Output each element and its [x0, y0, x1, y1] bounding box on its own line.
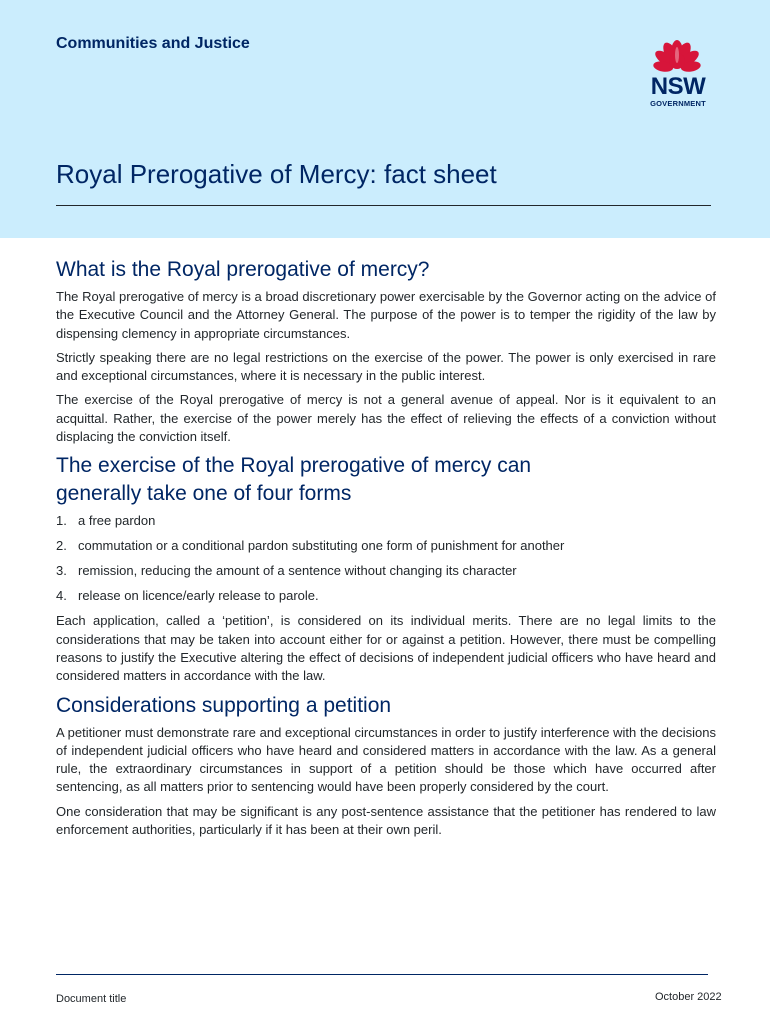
paragraph: The exercise of the Royal prerogative of mercy is not a general avenue of appeal. Nor is it equivalent to an acquittal. Rather, the exercise of the power merely has the effect of relieving the effects of a conviction without displacing the conviction itself. — [56, 392, 716, 445]
logo-sub: GOVERNMENT — [650, 99, 706, 108]
heading-line: The exercise of the Royal prerogative of mercy can — [56, 454, 532, 478]
section-four-forms — [56, 452, 716, 685]
list-text: commutation or a conditional pardon substituting one form of punishment for another — [78, 538, 565, 554]
heading-line: generally take one of four forms — [56, 482, 352, 506]
list-item — [56, 562, 716, 580]
section-heading — [56, 452, 716, 508]
logo-brand: NSW — [650, 73, 706, 100]
section-what-is — [56, 256, 716, 446]
list-text: remission, reducing the amount of a sentence without changing its character — [78, 563, 517, 579]
list-number: 2. — [56, 538, 67, 554]
paragraph: Each application, called a ‘petition’, is considered on its individual merits. There are no legal limits to the considerations that may be taken into account either for or against a petition. However, there must be compelling reasons to justify the Executive altering the effect of decisions of independent judicial officers who have heard and considered matters in accordance with the law. — [56, 613, 716, 684]
list-item — [56, 587, 716, 605]
paragraph: One consideration that may be significant is any post-sentence assistance that the petitioner has rendered to law enforcement authorities, particularly if it has been at their own peril. — [56, 803, 716, 838]
list-item — [56, 512, 716, 530]
footer-document-title: Document title — [56, 993, 127, 1005]
department-name: Communities and Justice — [56, 35, 250, 52]
list-number: 4. — [56, 588, 67, 604]
list-item — [56, 537, 716, 555]
main-content — [56, 256, 716, 845]
nsw-government-logo — [640, 75, 716, 109]
section-considerations — [56, 692, 716, 840]
paragraph: A petitioner must demonstrate rare and exceptional circumstances in order to justify interference with the decisions of independent judicial officers who have heard and considered matters in accordance with the law. As a general rule, the extraordinary circumstances in support of a petition should be those which have occurred after sentencing, as all matters prior to sentencing would have been properly considered by the court. — [56, 724, 716, 795]
paragraph: Strictly speaking there are no legal restrictions on the exercise of the power. The power is only exercised in rare and exceptional circumstances, where it is necessary in the public interest. — [56, 349, 716, 384]
section-heading: What is the Royal prerogative of mercy? — [56, 258, 430, 281]
section-heading: Considerations supporting a petition — [56, 693, 392, 717]
list-text: a free pardon — [78, 513, 156, 529]
list-number: 3. — [56, 563, 67, 579]
footer-date: October 2022 — [655, 991, 722, 1003]
list-number: 1. — [56, 513, 67, 529]
list-text: release on licence/early release to parole. — [78, 588, 319, 604]
forms-list — [56, 512, 716, 605]
title-divider — [56, 205, 711, 206]
footer-divider — [56, 974, 708, 975]
paragraph: The Royal prerogative of mercy is a broad discretionary power exercisable by the Governor acting on the advice of the Executive Council and the Attorney General. The purpose of the power is to temper the rigidity of the law by dispensing clemency in appropriate circumstances. — [56, 289, 716, 341]
page-title: Royal Prerogative of Mercy: fact sheet — [56, 159, 497, 189]
